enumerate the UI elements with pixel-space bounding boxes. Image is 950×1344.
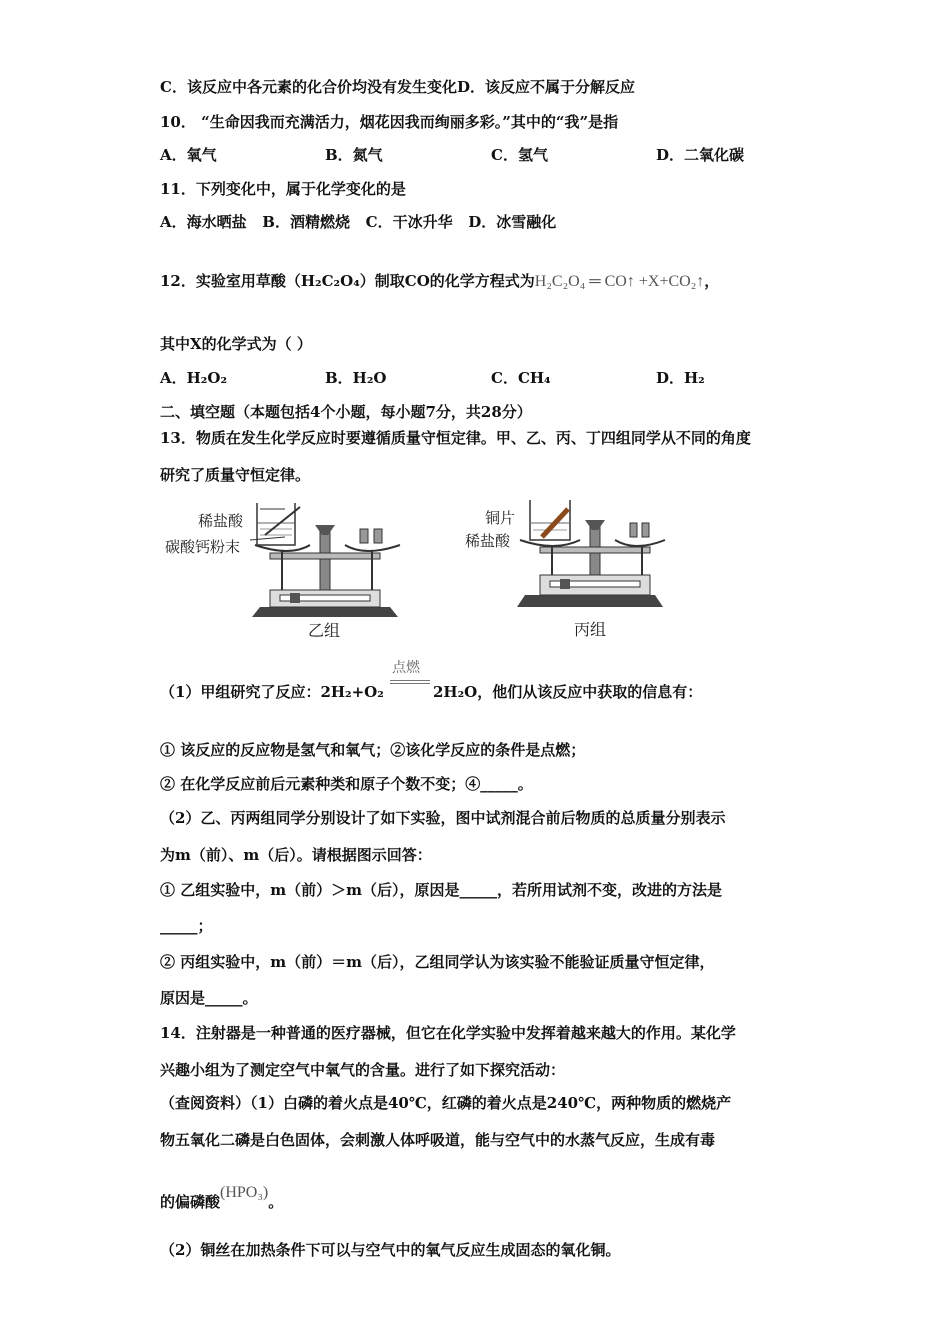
hpo3-formula: (HPO₃)	[220, 1184, 269, 1201]
q13-p1-post: 2H₂O，他们从该反应中获取的信息有：	[433, 683, 703, 701]
q14-stem1: 14．注射器是一种普通的医疗器械，但它在化学实验中发挥着越来越大的作用。某化学	[160, 1024, 736, 1042]
yi-label-acid: 稀盐酸	[198, 512, 244, 530]
q14-info3-post: 。	[268, 1193, 284, 1211]
caption-yi: 乙组	[308, 621, 341, 640]
q10-option-a[interactable]: A．氧气	[160, 146, 217, 164]
q13-p2-e: ② 丙组实验中，m（前）＝m（后），乙组同学认为该实验不能验证质量守恒定律，	[160, 953, 715, 971]
q12-stem	[160, 271, 719, 292]
q13-p1-pre: （1）甲组研究了反应：2H₂+O₂	[160, 683, 384, 701]
q14-info1: （查阅资料）（1）白磷的着火点是40℃，红磷的着火点是240℃，两种物质的燃烧产	[160, 1094, 732, 1112]
q12-option-d[interactable]: D．H₂	[656, 369, 705, 387]
bing-label-copper: 铜片	[485, 509, 516, 527]
q14-info3	[160, 1184, 284, 1213]
q11-stem: 11．下列变化中，属于化学变化的是	[160, 180, 406, 198]
q9-options-cd: C．该反应中各元素的化合价均没有发生变化D．该反应不属于分解反应	[160, 78, 635, 96]
q14-info3-pre: 的偏磷酸	[160, 1193, 221, 1211]
q13-p2-c: ① 乙组实验中，m（前）＞m（后），原因是_____，若所用试剂不变，改进的方法是	[160, 881, 722, 899]
q13-stem1: 13．物质在发生化学反应时要遵循质量守恒定律。甲、乙、丙、丁四组同学从不同的角度	[160, 429, 751, 447]
q12-option-c[interactable]: C．CH₄	[491, 369, 551, 387]
q10-option-c[interactable]: C．氢气	[491, 146, 548, 164]
q10-option-b[interactable]: B．氮气	[325, 146, 383, 164]
q13-p2-d: _____；	[160, 917, 213, 935]
q12-stem-text: 12．实验室用草酸（H₂C₂O₄）制取CO的化学方程式为	[160, 272, 535, 290]
q12-stem2: 其中X的化学式为（ ）	[160, 335, 312, 353]
q13-stem2: 研究了质量守恒定律。	[160, 466, 311, 484]
q11-options[interactable]: A．海水晒盐 B．酒精燃烧 C．干冰升华 D．冰雪融化	[160, 213, 557, 231]
bing-label-acid: 稀盐酸	[465, 532, 511, 550]
q12-comma: ，	[704, 272, 720, 290]
q12-option-b[interactable]: B．H₂O	[325, 369, 387, 387]
q13-p2-b: 为m（前）、m（后）。请根据图示回答：	[160, 846, 432, 864]
q13-p1-info-b: ② 在化学反应前后元素种类和原子个数不变；④_____。	[160, 775, 533, 793]
reaction-arrow-line-2	[390, 683, 430, 684]
q12-option-a[interactable]: A．H₂O₂	[160, 369, 228, 387]
reaction-condition: 点燃	[392, 660, 420, 676]
q14-info4: （2）铜丝在加热条件下可以与空气中的氧气反应生成固态的氧化铜。	[160, 1241, 621, 1259]
q13-p2-a: （2）乙、丙两组同学分别设计了如下实验，图中试剂混合前后物质的总质量分别表示	[160, 809, 726, 827]
section-2-heading: 二、填空题（本题包括4个小题，每小题7分，共28分）	[160, 403, 532, 421]
reaction-arrow-line-1	[390, 680, 430, 681]
q14-info2: 物五氧化二磷是白色固体，会刺激人体呼吸道，能与空气中的水蒸气反应，生成有毒	[160, 1131, 716, 1149]
q12-equation: H₂C₂O₄ ═ CO↑ +X+CO₂↑	[534, 273, 705, 290]
q13-p1-info-a: ① 该反应的反应物是氢气和氧气；②该化学反应的条件是点燃；	[160, 741, 586, 759]
yi-label-powder: 碳酸钙粉末	[165, 538, 241, 556]
caption-bing: 丙组	[574, 620, 607, 639]
q14-stem2: 兴趣小组为了测定空气中氧气的含量。进行了如下探究活动：	[160, 1061, 566, 1079]
q13-p2-f: 原因是_____。	[160, 989, 258, 1007]
q10-stem: 10． “生命因我而充满活力，烟花因我而绚丽多彩。”其中的“我”是指	[160, 113, 619, 131]
q10-option-d[interactable]: D．二氧化碳	[656, 146, 745, 164]
